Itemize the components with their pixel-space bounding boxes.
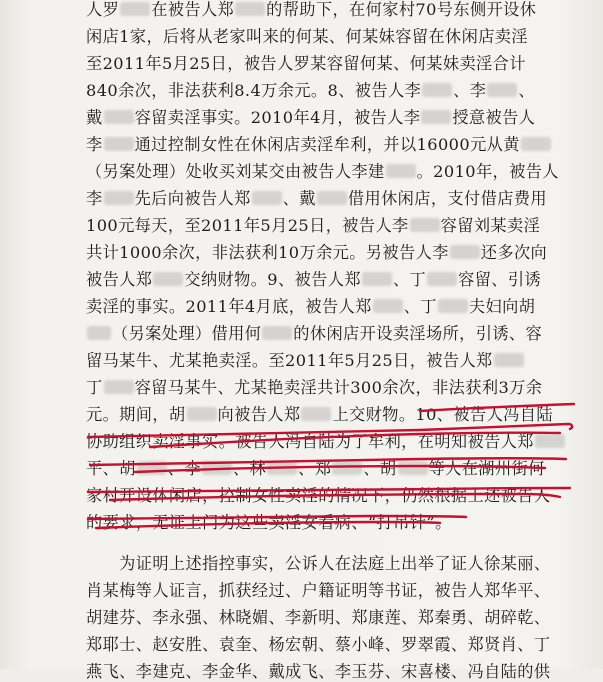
text-segment: 840余次，非法获利8.4万余元。8、被告人李	[86, 81, 422, 100]
text-segment: 容留刘某卖淫	[440, 216, 541, 235]
text-segment: 卖淫的事实。2011年4月底，被告人郑	[86, 297, 372, 316]
redacted-name	[87, 326, 111, 340]
text-segment: 胡建芬、李永强、林晓媚、李新明、郑康莲、郑秦勇、胡碎乾、	[86, 608, 551, 627]
text-segment: 、	[518, 81, 535, 100]
text-line-l15	[86, 374, 542, 398]
text-line-l25	[86, 658, 550, 682]
text-segment: 闲店1家，后将从老家叫来的何某、何某妹容留在休闲店卖淫	[86, 27, 528, 46]
text-line-l12	[86, 293, 535, 317]
text-line-l08	[86, 185, 547, 209]
text-segment: 等人在湖州街何	[428, 459, 545, 478]
redacted-name	[410, 218, 440, 232]
text-line-l05	[86, 104, 535, 128]
redacted-name	[535, 434, 565, 448]
redacted-name	[421, 110, 451, 124]
text-segment: 家村开设休闲店，控制女性卖淫的情况下，仍然根据上述被告人	[86, 486, 551, 505]
redacted-name	[262, 326, 292, 340]
redacted-name	[521, 137, 551, 151]
text-segment: 、戴	[282, 189, 316, 208]
text-line-l11	[86, 266, 541, 290]
text-segment: （另案处理）借用何	[112, 324, 262, 343]
text-segment: 交纳财物。9、被告人郑	[184, 270, 361, 289]
redacted-name	[398, 461, 428, 475]
text-segment: 、丁	[392, 270, 427, 289]
redacted-name	[422, 83, 452, 97]
text-segment: 共计1000余次，非法获利10万余元。另被告人李	[86, 243, 449, 262]
redacted-name	[362, 272, 392, 286]
text-line-l24	[86, 631, 550, 655]
redacted-name	[252, 191, 282, 205]
redacted-name	[202, 461, 232, 475]
redacted-name	[317, 191, 347, 205]
redacted-name	[332, 461, 362, 475]
text-line-l01	[86, 0, 536, 20]
redacted-name	[267, 461, 297, 475]
text-segment: 人罗	[86, 0, 120, 19]
text-line-l06	[86, 131, 552, 155]
redacted-name	[438, 299, 468, 313]
text-line-l16	[86, 401, 553, 425]
text-segment: 李	[86, 135, 103, 154]
text-line-l19	[86, 482, 550, 506]
text-segment: 肖某梅等人证言，抓获经过、户籍证明等书证，被告人郑华平、	[86, 581, 551, 600]
text-segment: 留马某牛、尤某艳卖淫。至2011年5月25日，被告人郑	[86, 351, 493, 370]
redacted-name	[427, 272, 457, 286]
redacted-name	[450, 245, 480, 259]
redacted-name	[104, 110, 134, 124]
text-line-l04	[86, 77, 535, 101]
text-segment: 被告人郑	[86, 270, 153, 289]
redacted-name	[494, 353, 524, 367]
text-segment: 容留、引诱	[458, 270, 542, 289]
text-segment: 、胡	[363, 459, 397, 478]
text-line-l03	[86, 50, 526, 74]
redacted-name	[104, 380, 134, 394]
text-segment: 元。期间，胡	[86, 405, 186, 424]
redacted-name	[301, 407, 331, 421]
text-segment: 李	[86, 189, 103, 208]
redacted-name	[187, 407, 217, 421]
redacted-name	[153, 272, 183, 286]
redacted-name	[137, 461, 167, 475]
text-segment: 、林	[232, 459, 267, 478]
text-line-l02	[86, 23, 528, 47]
text-segment: 郑耶士、赵安胜、袁奎、杨宏朝、蔡小峰、罗翠霞、郑贤肖、丁	[86, 635, 551, 654]
text-line-l07	[86, 158, 559, 182]
text-segment: 丁	[86, 378, 103, 397]
text-line-l13	[86, 320, 542, 344]
redacted-name	[373, 299, 403, 313]
text-segment: 戴	[86, 108, 103, 127]
text-segment: 还多次向	[480, 243, 548, 262]
text-segment: 、丁	[403, 297, 437, 316]
text-segment: 平、胡	[86, 459, 136, 478]
text-segment: 夫妇向胡	[468, 297, 536, 316]
text-line-l23	[86, 604, 550, 628]
text-segment: 容留卖淫事实。2010年4月，被告人李	[134, 108, 421, 127]
text-segment: 通过控制女性在休闲店卖淫牟利，并以16000元从黄	[134, 135, 520, 154]
text-segment: 协助组织卖淫事实。被告人冯自陆为了牟利，在明知被告人郑	[86, 432, 534, 451]
text-segment: 。2010年，被告人	[416, 162, 559, 181]
text-segment: 先后向被告人郑	[134, 189, 251, 208]
text-segment: 容留马某牛、尤某艳卖淫共计300余次，非法获利3万余	[134, 378, 543, 397]
text-segment: 向被告人郑	[217, 405, 301, 424]
text-segment: 至2011年5月25日，被告人罗某容留何某、何某妹卖淫合计	[86, 54, 526, 73]
text-segment: 燕飞、李建克、李金华、戴成飞、李玉芬、宋喜楼、冯自陆的供	[86, 662, 551, 681]
text-line-l18	[86, 455, 545, 479]
text-line-l09	[86, 212, 540, 236]
text-segment: 、郑	[298, 459, 332, 478]
text-segment: 授意被告人	[452, 108, 536, 127]
redacted-name	[235, 2, 265, 16]
text-line-l17	[86, 428, 566, 452]
redacted-name	[104, 191, 134, 205]
text-segment: 在被告人郑	[151, 0, 235, 19]
text-line-l14	[86, 347, 525, 371]
text-segment: 借用休闲店，支付借店费用	[347, 189, 547, 208]
text-segment: 的要求，无证上门为这些卖淫女看病、“打吊针”。	[86, 513, 452, 532]
text-segment: 、李	[453, 81, 487, 100]
text-segment: 为证明上述指控事实，公诉人在法庭上出举了证人徐某丽、	[86, 554, 551, 573]
text-segment: 100元每天，至2011年5月25日，被告人李	[86, 216, 409, 235]
text-segment: （另案处理）处收买刘某交由被告人李建	[86, 162, 385, 181]
text-line-l20	[86, 509, 452, 533]
text-line-l21	[86, 550, 550, 574]
redacted-name	[104, 137, 134, 151]
text-line-l10	[86, 239, 547, 263]
text-segment: 的休闲店开设卖淫场所，引诱、容	[293, 324, 543, 343]
redacted-name	[487, 83, 517, 97]
text-segment: 上交财物。10、被告人冯自陆	[332, 405, 553, 424]
text-segment: 的帮助下，在何家村70号东侧开设休	[266, 0, 537, 19]
redacted-name	[120, 2, 150, 16]
text-segment: 、李	[167, 459, 201, 478]
redacted-name	[386, 164, 416, 178]
text-line-l22	[86, 577, 550, 601]
